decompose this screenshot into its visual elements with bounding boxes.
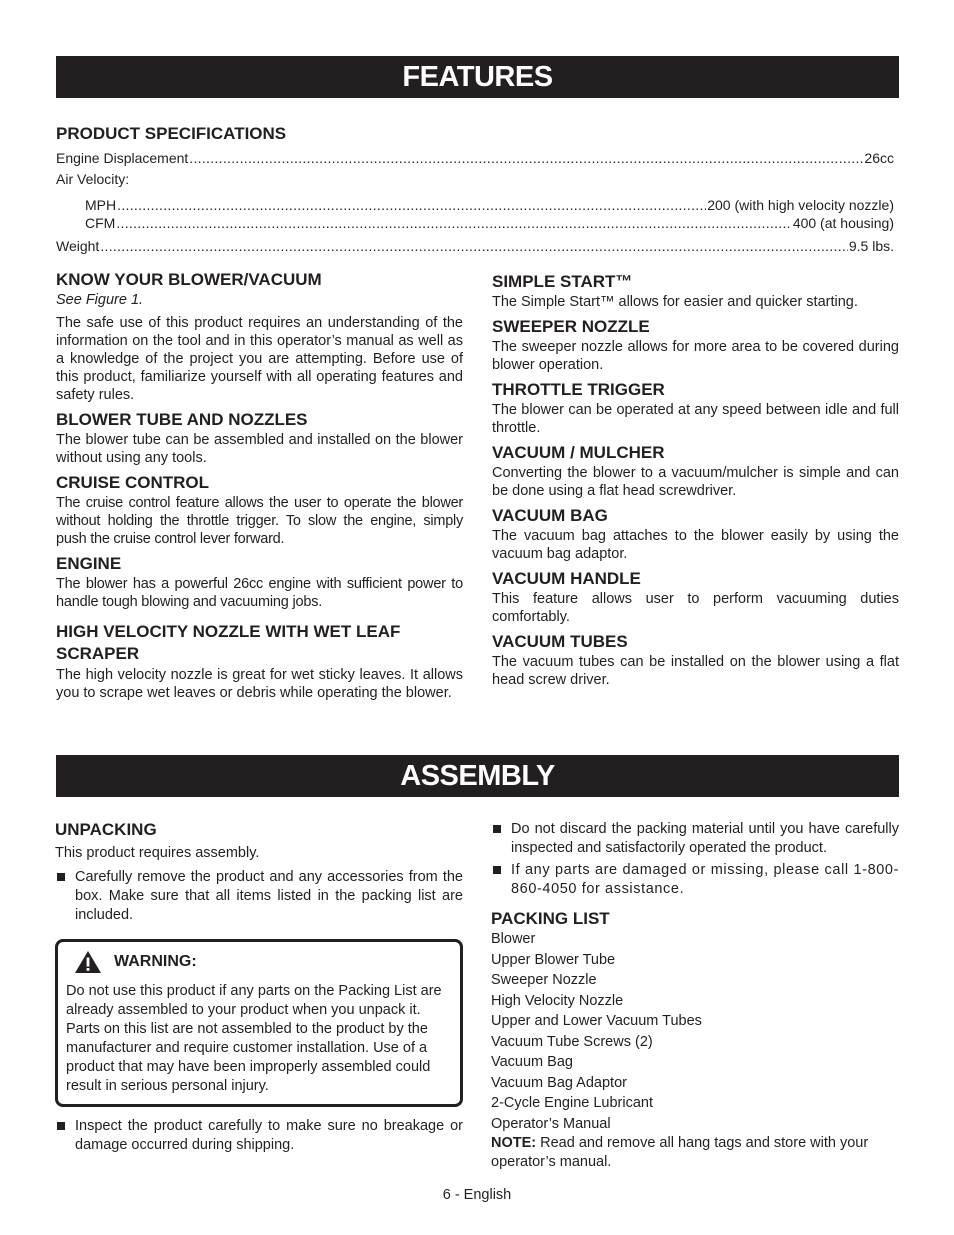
throttle-text: The blower can be operated at any speed between idle and full throttle. (492, 402, 899, 436)
section-throttle-trigger (492, 380, 899, 437)
spec-cfm-value: 400 (at housing) (792, 215, 894, 231)
spec-air-label: Air Velocity: (56, 171, 130, 187)
spec-engine (56, 149, 894, 167)
packing-bullet-2: If any parts are damaged or missing, please call 1-800-860-4050 for assistance. (491, 861, 899, 899)
spec-weight-value: 9.5 lbs. (848, 238, 894, 254)
assembly-banner (56, 755, 899, 797)
engine-text: The blower has a powerful 26cc engine with sufficient power to handle tough blowing and vacuuming jobs. (56, 576, 463, 610)
simple-text: The Simple Start™ allows for easier and quicker starting. (492, 294, 858, 310)
warning-triangle-icon (74, 950, 102, 974)
page-footer: 6 - English (442, 1187, 512, 1203)
tube-text: The blower tube can be assembled and installed on the blower without using any tools. (56, 432, 463, 466)
spec-mph (56, 196, 894, 214)
sweeper-heading: SWEEPER NOZZLE (492, 317, 650, 336)
unpacking-heading: UNPACKING (55, 820, 157, 839)
features-right-column (492, 272, 899, 695)
spec-weight-label: Weight (56, 238, 100, 254)
specs-heading: PRODUCT SPECIFICATIONS (56, 124, 287, 143)
packing-heading: PACKING LIST (491, 909, 610, 928)
list-item: Sweeper Nozzle (491, 972, 597, 988)
mulcher-text: Converting the blower to a vacuum/mulcher is simple and can be done using a flat head screwdriver. (492, 465, 899, 499)
warning-text: Do not use this product if any parts on the Packing List are already assembled to your product when you unpack it. Parts on this list are not assembled to the product by the manufacturer and require customer installation. Use of a product that may have been improperly assembled could result in serious personal injury. (66, 983, 442, 1094)
section-know-blower (56, 270, 463, 404)
mulcher-heading: VACUUM / MULCHER (492, 443, 665, 462)
features-left-column (56, 270, 463, 708)
section-vacuum-mulcher (492, 443, 899, 500)
list-item: 2-Cycle Engine Lubricant (491, 1095, 654, 1111)
warning-header (74, 950, 452, 974)
sweeper-text: The sweeper nozzle allows for more area to be covered during blower operation. (492, 339, 899, 373)
bag-text: The vacuum bag attaches to the blower easily by using the vacuum bag adaptor. (492, 528, 899, 562)
throttle-heading: THROTTLE TRIGGER (492, 380, 665, 399)
spec-weight (56, 237, 894, 255)
hv-text: The high velocity nozzle is great for wet sticky leaves. It allows you to scrape wet leaves or debris while operating the blower. (56, 667, 463, 701)
assembly-left-column (55, 820, 463, 1155)
packing-bullet-1: Do not discard the packing material until you have carefully inspected and satisfactorily operated the product. (491, 820, 899, 858)
packing-list (491, 909, 899, 1172)
know-figure-ref: See Figure 1. (56, 292, 144, 308)
hv-heading: HIGH VELOCITY NOZZLE WITH WET LEAF SCRAPER (56, 622, 401, 663)
section-vacuum-handle (492, 569, 899, 626)
section-blower-tube (56, 410, 463, 467)
unpacking-bullet-2: Inspect the product carefully to make sure no breakage or damage occurred during shipping. (55, 1117, 463, 1155)
cruise-heading: CRUISE CONTROL (56, 473, 209, 492)
spec-engine-value: 26cc (864, 150, 894, 166)
features-title: FEATURES (402, 61, 553, 93)
list-item: Upper Blower Tube (491, 951, 616, 968)
product-specifications (56, 124, 894, 255)
tubes-text: The vacuum tubes can be installed on the blower using a flat head screw driver. (492, 654, 899, 688)
bag-heading: VACUUM BAG (492, 506, 608, 525)
tube-heading: BLOWER TUBE AND NOZZLES (56, 410, 308, 429)
engine-heading: ENGINE (56, 554, 122, 573)
section-high-velocity (56, 621, 463, 702)
unpacking-bullet-1: Carefully remove the product and any accessories from the box. Make sure that all items listed in the packing list are included. (55, 868, 463, 925)
list-item: Upper and Lower Vacuum Tubes (491, 1013, 702, 1029)
section-engine (56, 554, 463, 611)
features-banner (56, 56, 899, 98)
spec-mph-label: MPH (85, 197, 117, 213)
know-text: The safe use of this product requires an understanding of the information on the tool and in this operator’s manual as well as a knowledge of the project you are attempting. Before use of this product, familiarize yourself with all operating features and safety rules. (56, 315, 463, 403)
list-item: Operator’s Manual (491, 1115, 611, 1132)
know-heading: KNOW YOUR BLOWER/VACUUM (56, 270, 322, 289)
warning-label: WARNING: (114, 953, 197, 970)
cruise-text: The cruise control feature allows the user to operate the blower without holding the throttle trigger. To slow the engine, simply push the cruise control lever forward. (56, 495, 463, 547)
packing-note (491, 1134, 899, 1172)
section-vacuum-bag (492, 506, 899, 563)
list-item: Vacuum Tube Screws (2) (491, 1033, 653, 1050)
unpacking-intro: This product requires assembly. (55, 845, 260, 861)
list-item: Vacuum Bag Adaptor (491, 1074, 627, 1091)
section-simple-start (492, 272, 899, 311)
note-text: Read and remove all hang tags and store with your operator’s manual. (491, 1135, 869, 1170)
section-vacuum-tubes (492, 632, 899, 689)
assembly-title: ASSEMBLY (400, 760, 555, 792)
simple-heading: SIMPLE START™ (492, 272, 633, 291)
warning-box (55, 939, 463, 1107)
spec-cfm (56, 214, 894, 232)
tubes-heading: VACUUM TUBES (492, 632, 628, 651)
assembly-right-column (491, 820, 899, 1172)
spec-mph-value: 200 (with high velocity nozzle) (707, 197, 894, 213)
note-label: NOTE: (491, 1135, 537, 1151)
spec-air (56, 170, 894, 188)
spec-cfm-label: CFM (85, 215, 116, 231)
section-sweeper-nozzle (492, 317, 899, 374)
section-cruise-control (56, 473, 463, 548)
list-item: Vacuum Bag (491, 1054, 573, 1070)
list-item: Blower (491, 931, 536, 947)
handle-heading: VACUUM HANDLE (492, 569, 641, 588)
handle-text: This feature allows user to perform vacuuming duties comfortably. (492, 591, 899, 625)
spec-engine-label: Engine Displacement (56, 150, 189, 166)
list-item: High Velocity Nozzle (491, 992, 624, 1009)
